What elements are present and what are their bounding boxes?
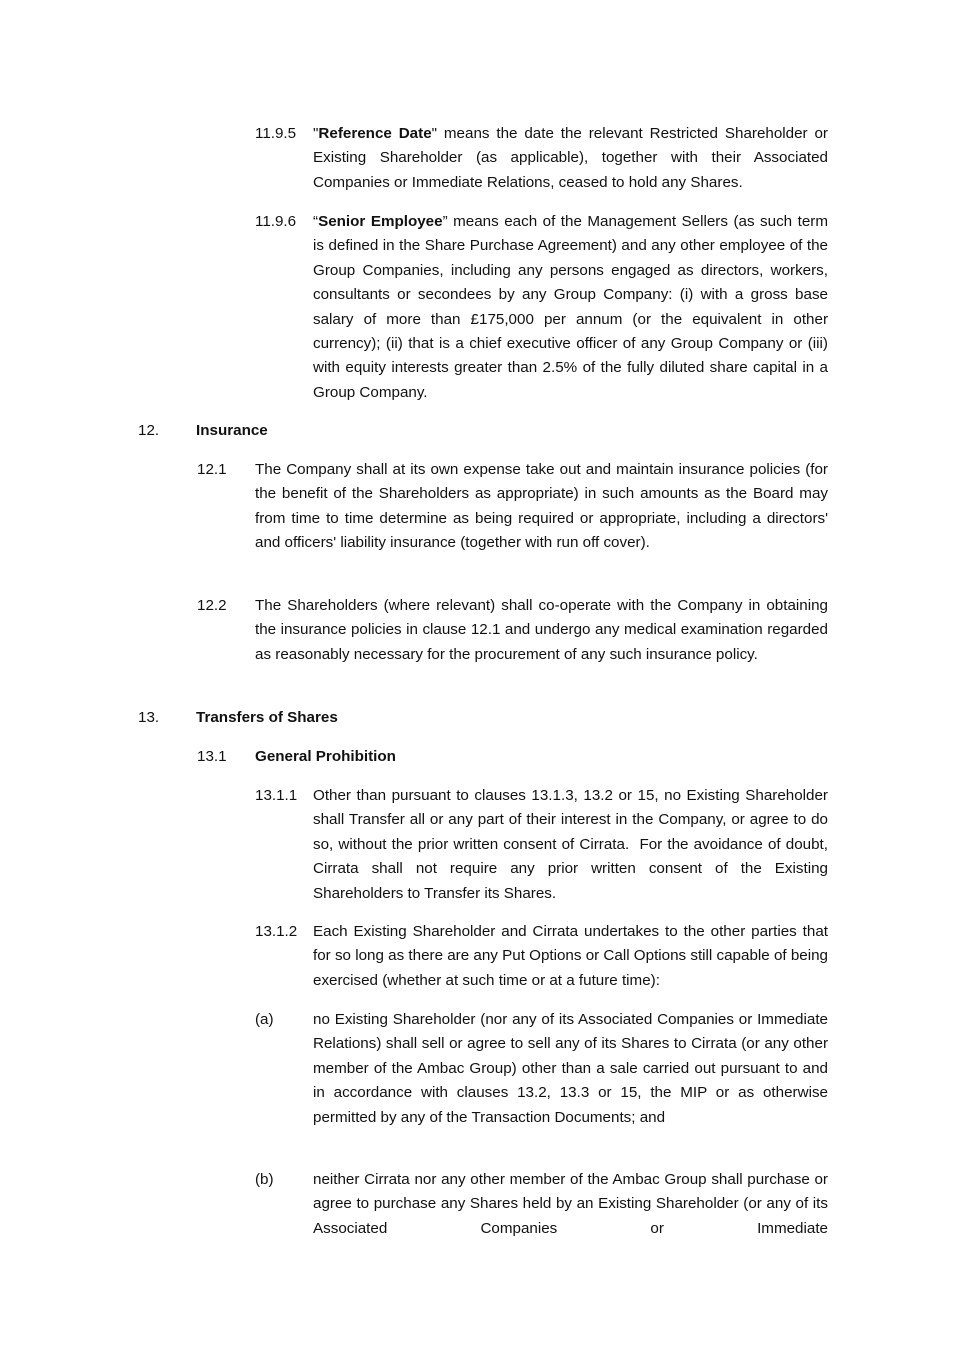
section-number: 13. (138, 709, 160, 726)
clause-13-1-2-a (255, 1008, 837, 1155)
clause-number: 13.1.1 (255, 787, 298, 804)
clause-12-1 (197, 458, 828, 580)
clause-number: 13.1 (197, 748, 227, 765)
clause-text: Each Existing Shareholder and Cirrata undertakes to the other parties that for so long as there are any Put Options or Call Options still capable of being exercised (whether at such time or at a future time): (313, 923, 828, 989)
open-quote: “ (313, 213, 319, 230)
clause-number: 12.1 (197, 461, 227, 478)
clause-text: The Shareholders (where relevant) shall co-operate with the Company in obtaining the insurance policies in clause 12.1 and undergo any medical examination regarded as reasonably necessary for the procurement of any such insurance policy. (255, 597, 828, 663)
clause-text: The Company shall at its own expense take out and maintain insurance policies (for the benefit of the Shareholders as appropriate) in such amounts as the Board may from time to time determine as being required or appropriate, including a directors' and officers' liability insurance (together with run off cover). (255, 461, 828, 552)
clause-number: 11.9.6 (255, 213, 297, 230)
clause-number: (b) (255, 1171, 274, 1188)
clause-12-2 (197, 594, 828, 692)
clause-11-9-6 (255, 210, 828, 406)
clause-text (313, 122, 828, 195)
clause-13-1-heading (197, 745, 828, 769)
open-quote: " (313, 125, 319, 142)
defined-term: Reference Date (318, 125, 432, 142)
clause-number: 13.1.2 (255, 923, 298, 940)
section-13-heading (138, 706, 828, 730)
clause-13-1-2-b (255, 1168, 828, 1242)
clause-number: 11.9.5 (255, 125, 297, 142)
clause-13-1-2 (255, 920, 828, 994)
section-title: Transfers of Shares (196, 709, 338, 726)
clause-number: 12.2 (197, 597, 227, 614)
section-title: Insurance (196, 422, 268, 439)
section-number: 12. (138, 422, 160, 439)
clause-text: no Existing Shareholder (nor any of its Associated Companies or Immediate Relations) shall sell or agree to sell any of its Shares to Cirrata (or any other member of the Ambac Group) other than a sale carried out pursuant to and in accordance with clauses 13.2, 13.3 or 15, the MIP or as otherwise permitted by any of the Transaction Documents; and (313, 1011, 837, 1126)
definition-text: ” means each of the Management Sellers (as such term is defined in the Share Purchase Agreement) and any other employee of the Group Companies, including any persons engaged as directors, workers, consultants or secondees by any Group Company: (i) with a gross base salary of more than £175,000 per annum (or the equivalent in other currency); (ii) that is a chief executive officer of any Group Company or (iii) with equity interests greater than 2.5% of the fully diluted share capital in a Group Company. (313, 213, 828, 401)
defined-term: Senior Employee (318, 213, 443, 230)
clause-11-9-5 (255, 122, 828, 196)
clause-number: (a) (255, 1011, 274, 1028)
definition-text: " means the date the relevant Restricted Shareholder or Existing Shareholder (as applicable), together with their Associated Companies or Immediate Relations, ceased to hold any Shares. (313, 125, 828, 191)
clause-text: Other than pursuant to clauses 13.1.3, 13.2 or 15, no Existing Shareholder shall Transfer all or any part of their interest in the Company, or agree to do so, without the prior written consent of Cirrata. For the avoidance of doubt, Cirrata shall not require any prior written consent of the Existing Shareholders to Transfer its Shares. (313, 787, 833, 902)
clause-title: General Prohibition (255, 748, 396, 765)
section-12-heading (138, 419, 828, 443)
clause-text: neither Cirrata nor any other member of the Ambac Group shall purchase or agree to purchase any Shares held by an Existing Shareholder (or any of its Associated Companies or Immediate (313, 1171, 828, 1237)
clause-13-1-1 (255, 784, 833, 906)
clause-text (313, 210, 828, 405)
